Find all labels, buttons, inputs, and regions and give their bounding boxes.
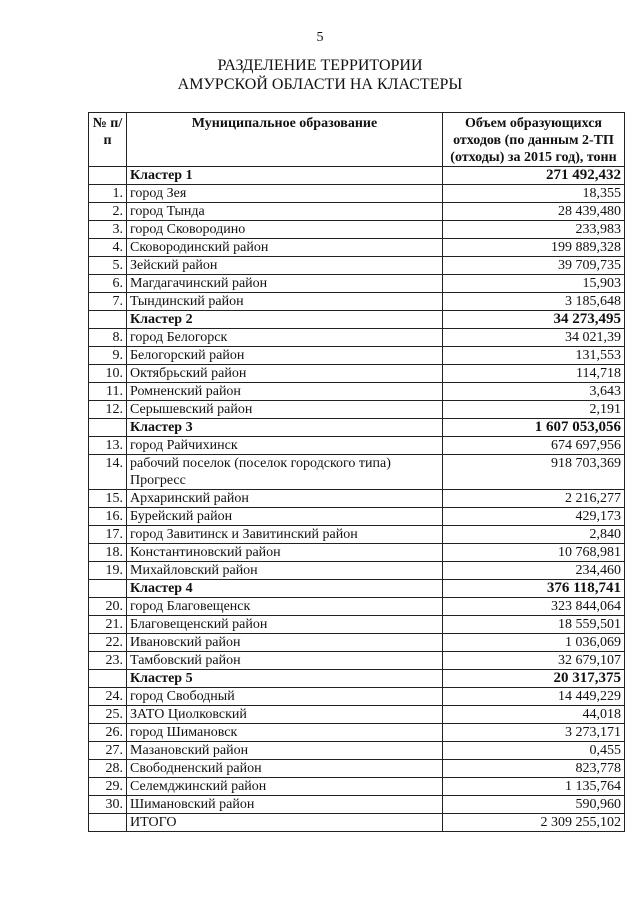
row-number: 30. — [89, 796, 127, 814]
row-municipality: Кластер 1 — [127, 167, 443, 185]
row-number: 3. — [89, 221, 127, 239]
row-number: 14. — [89, 455, 127, 490]
row-municipality: город Белогорск — [127, 329, 443, 347]
row-number: 11. — [89, 383, 127, 401]
row-number: 15. — [89, 490, 127, 508]
table-row — [89, 490, 625, 508]
table-row — [89, 634, 625, 652]
row-value: 44,018 — [443, 706, 625, 724]
row-value: 376 118,741 — [443, 580, 625, 598]
row-number: 25. — [89, 706, 127, 724]
table-row — [89, 688, 625, 706]
row-value: 32 679,107 — [443, 652, 625, 670]
row-number: 18. — [89, 544, 127, 562]
row-municipality: Кластер 5 — [127, 670, 443, 688]
table-row — [89, 293, 625, 311]
row-municipality: Михайловский район — [127, 562, 443, 580]
total-row — [89, 814, 625, 832]
row-value: 823,778 — [443, 760, 625, 778]
cluster-row — [89, 311, 625, 329]
row-number: 21. — [89, 616, 127, 634]
row-municipality: ЗАТО Циолковский — [127, 706, 443, 724]
header-municipality: Муниципальное образование — [127, 113, 443, 167]
row-municipality: Мазановский район — [127, 742, 443, 760]
table-row — [89, 275, 625, 293]
row-value: 234,460 — [443, 562, 625, 580]
row-number: 2. — [89, 203, 127, 221]
title-line-1: РАЗДЕЛЕНИЕ ТЕРРИТОРИИ — [217, 57, 423, 74]
cluster-row — [89, 419, 625, 437]
row-value: 271 492,432 — [443, 167, 625, 185]
row-municipality: город Свободный — [127, 688, 443, 706]
clusters-table — [88, 112, 625, 832]
table-row — [89, 257, 625, 275]
row-value: 34 021,39 — [443, 329, 625, 347]
table-header-row — [89, 113, 625, 167]
row-value: 131,553 — [443, 347, 625, 365]
row-value: 3 185,648 — [443, 293, 625, 311]
table-row — [89, 401, 625, 419]
row-value: 10 768,981 — [443, 544, 625, 562]
cluster-row — [89, 580, 625, 598]
table-row — [89, 778, 625, 796]
row-number — [89, 580, 127, 598]
table-body — [89, 167, 625, 832]
row-number: 5. — [89, 257, 127, 275]
row-number: 22. — [89, 634, 127, 652]
table-row — [89, 544, 625, 562]
row-municipality: город Благовещенск — [127, 598, 443, 616]
row-municipality: Сковородинский район — [127, 239, 443, 257]
row-value: 15,903 — [443, 275, 625, 293]
row-municipality: город Зея — [127, 185, 443, 203]
row-number: 8. — [89, 329, 127, 347]
row-number: 26. — [89, 724, 127, 742]
row-municipality: Селемджинский район — [127, 778, 443, 796]
row-value: 2 309 255,102 — [443, 814, 625, 832]
table-row — [89, 562, 625, 580]
row-municipality: город Шимановск — [127, 724, 443, 742]
table-row — [89, 760, 625, 778]
row-number: 6. — [89, 275, 127, 293]
row-municipality: ИТОГО — [127, 814, 443, 832]
row-municipality: Серышевский район — [127, 401, 443, 419]
row-number: 4. — [89, 239, 127, 257]
row-value: 20 317,375 — [443, 670, 625, 688]
table-row — [89, 203, 625, 221]
row-municipality: Благовещенский район — [127, 616, 443, 634]
row-municipality: Зейский район — [127, 257, 443, 275]
row-value: 0,455 — [443, 742, 625, 760]
row-municipality: Архаринский район — [127, 490, 443, 508]
row-number: 27. — [89, 742, 127, 760]
row-number: 7. — [89, 293, 127, 311]
row-municipality: Ромненский район — [127, 383, 443, 401]
row-value: 1 135,764 — [443, 778, 625, 796]
row-value: 34 273,495 — [443, 311, 625, 329]
row-number: 28. — [89, 760, 127, 778]
table-row — [89, 724, 625, 742]
row-value: 199 889,328 — [443, 239, 625, 257]
row-value: 1 036,069 — [443, 634, 625, 652]
table-row — [89, 652, 625, 670]
row-number — [89, 670, 127, 688]
table-row — [89, 347, 625, 365]
row-value: 429,173 — [443, 508, 625, 526]
row-value: 2,840 — [443, 526, 625, 544]
table-row — [89, 508, 625, 526]
row-number: 20. — [89, 598, 127, 616]
row-municipality: Кластер 4 — [127, 580, 443, 598]
cluster-row — [89, 670, 625, 688]
row-municipality: город Райчихинск — [127, 437, 443, 455]
table-row — [89, 742, 625, 760]
row-number: 24. — [89, 688, 127, 706]
cluster-row — [89, 167, 625, 185]
row-value: 1 607 053,056 — [443, 419, 625, 437]
row-value: 18,355 — [443, 185, 625, 203]
title-line-2: АМУРСКОЙ ОБЛАСТИ НА КЛАСТЕРЫ — [177, 76, 463, 93]
row-municipality: Магдагачинский район — [127, 275, 443, 293]
table-row — [89, 185, 625, 203]
table-row — [89, 365, 625, 383]
row-number: 29. — [89, 778, 127, 796]
table-row — [89, 796, 625, 814]
row-number: 17. — [89, 526, 127, 544]
table-row — [89, 329, 625, 347]
row-number: 19. — [89, 562, 127, 580]
row-municipality: Шимановский район — [127, 796, 443, 814]
row-value: 323 844,064 — [443, 598, 625, 616]
row-number: 23. — [89, 652, 127, 670]
row-municipality: Белогорский район — [127, 347, 443, 365]
row-municipality: город Тында — [127, 203, 443, 221]
row-value: 918 703,369 — [443, 455, 625, 490]
header-volume: Объем образующихся отходов (по данным 2-ТП (отходы) за 2015 год), тонн — [443, 113, 625, 167]
row-value: 590,960 — [443, 796, 625, 814]
document-title — [0, 56, 640, 94]
row-municipality: город Сковородино — [127, 221, 443, 239]
table-row — [89, 437, 625, 455]
table-row — [89, 455, 625, 490]
table-row — [89, 221, 625, 239]
row-value: 2,191 — [443, 401, 625, 419]
row-value: 39 709,735 — [443, 257, 625, 275]
header-num: № п/п — [89, 113, 127, 167]
row-value: 674 697,956 — [443, 437, 625, 455]
row-municipality: Тамбовский район — [127, 652, 443, 670]
row-value: 114,718 — [443, 365, 625, 383]
row-number — [89, 419, 127, 437]
row-municipality: Тындинский район — [127, 293, 443, 311]
row-municipality: город Завитинск и Завитинский район — [127, 526, 443, 544]
row-municipality: Свободненский район — [127, 760, 443, 778]
row-value: 18 559,501 — [443, 616, 625, 634]
row-value: 3 273,171 — [443, 724, 625, 742]
row-municipality: Октябрьский район — [127, 365, 443, 383]
row-value: 3,643 — [443, 383, 625, 401]
row-municipality: Кластер 3 — [127, 419, 443, 437]
row-number — [89, 167, 127, 185]
row-municipality: Бурейский район — [127, 508, 443, 526]
row-number: 9. — [89, 347, 127, 365]
row-municipality: рабочий поселок (поселок городского типа) Прогресс — [127, 455, 443, 490]
row-value: 2 216,277 — [443, 490, 625, 508]
row-number: 13. — [89, 437, 127, 455]
row-value: 233,983 — [443, 221, 625, 239]
row-number: 10. — [89, 365, 127, 383]
table-row — [89, 239, 625, 257]
row-number — [89, 311, 127, 329]
table-row — [89, 616, 625, 634]
page-number: 5 — [316, 30, 324, 45]
row-number: 1. — [89, 185, 127, 203]
table-row — [89, 526, 625, 544]
table-row — [89, 598, 625, 616]
row-municipality: Ивановский район — [127, 634, 443, 652]
row-value: 14 449,229 — [443, 688, 625, 706]
row-number: 16. — [89, 508, 127, 526]
row-municipality: Константиновский район — [127, 544, 443, 562]
row-number — [89, 814, 127, 832]
table-row — [89, 706, 625, 724]
row-number: 12. — [89, 401, 127, 419]
row-value: 28 439,480 — [443, 203, 625, 221]
table-row — [89, 383, 625, 401]
row-municipality: Кластер 2 — [127, 311, 443, 329]
